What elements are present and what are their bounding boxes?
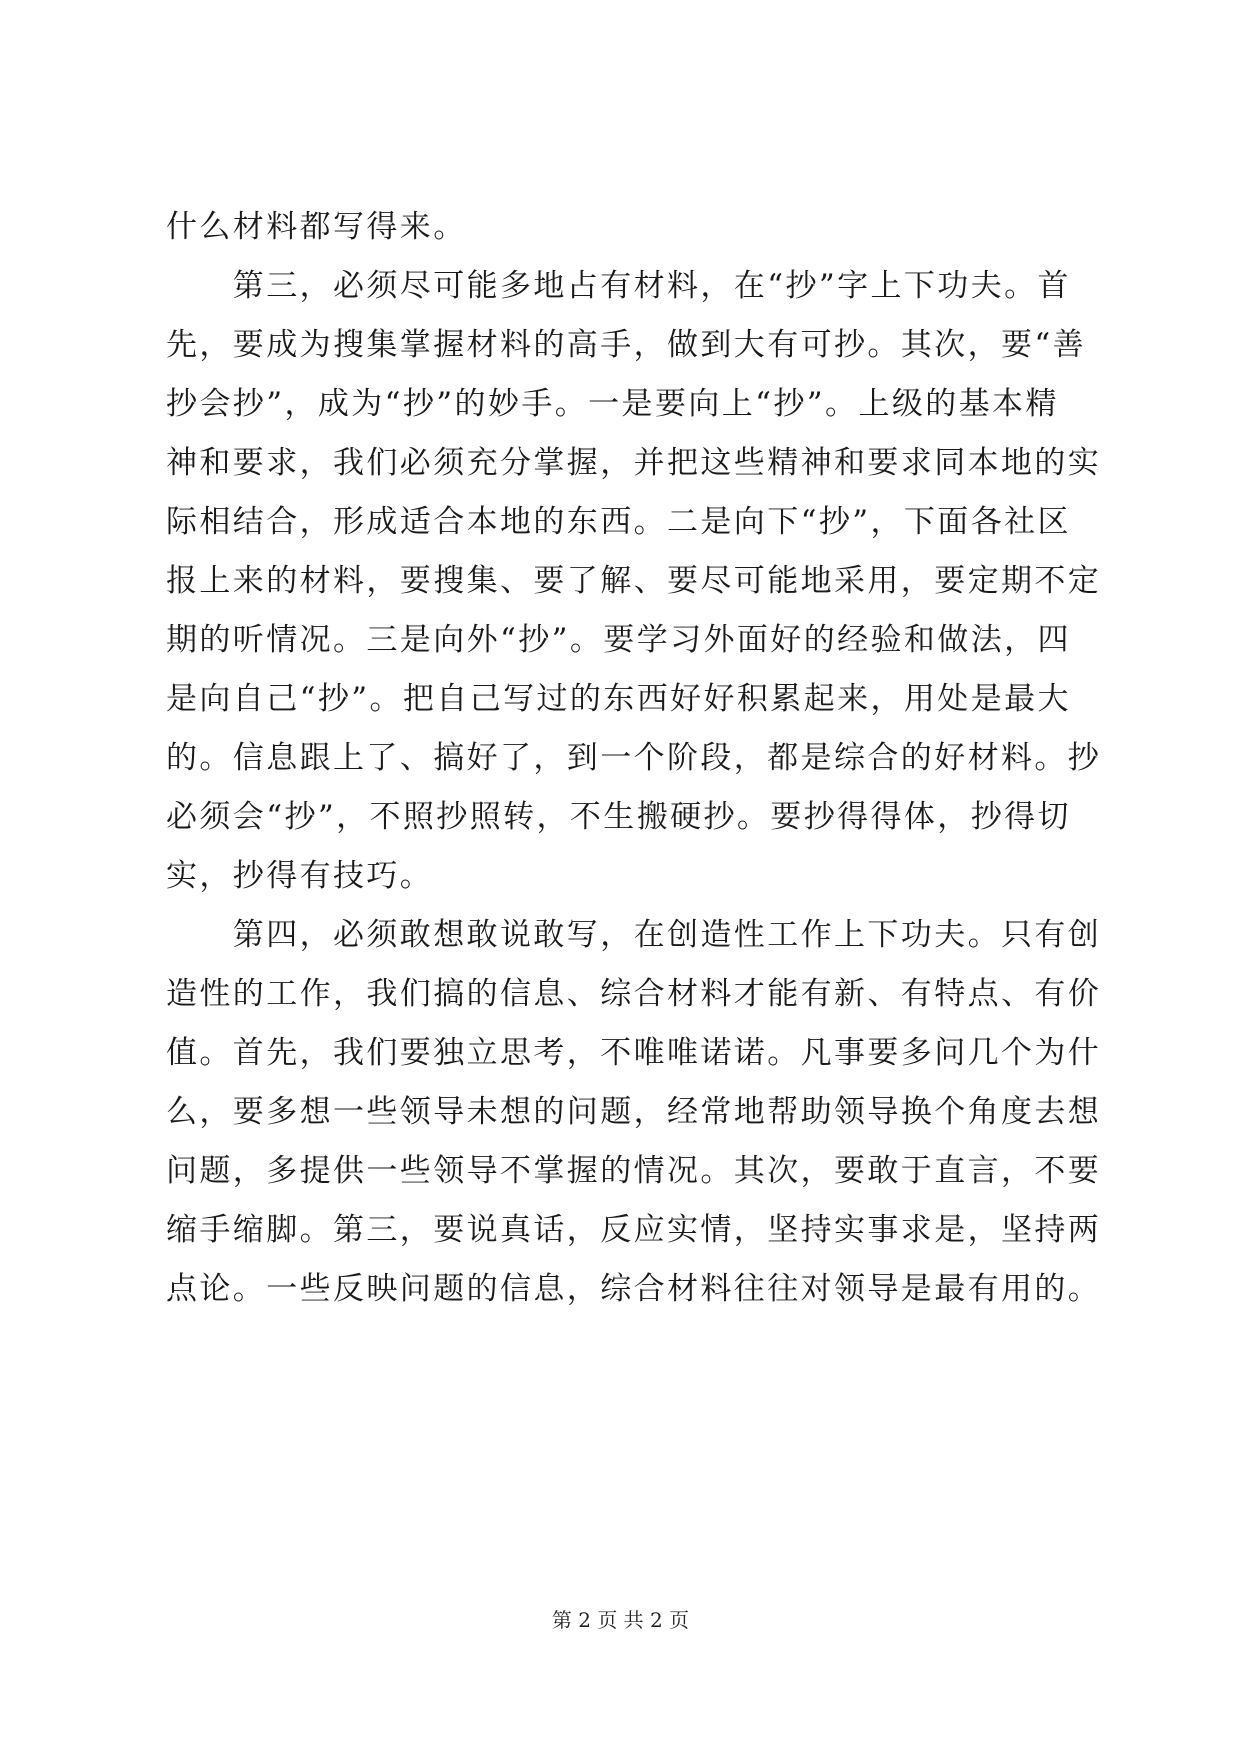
page-footer xyxy=(0,1606,1241,1634)
text-line: 第四，必须敢想敢说敢写，在创造性工作上下功夫。只有创 xyxy=(166,917,1102,953)
text-line: 的。信息跟上了、搞好了，到一个阶段，都是综合的好材料。抄 xyxy=(166,740,1102,776)
text-line: 神和要求，我们必须充分掌握，并把这些精神和要求同本地的实 xyxy=(166,445,1102,481)
text-line: 么，要多想一些领导未想的问题，经常地帮助领导换个角度去想 xyxy=(166,1094,1102,1130)
text-line: 报上来的材料，要搜集、要了解、要尽可能地采用，要定期不定 xyxy=(166,563,1102,599)
text-line: 值。首先，我们要独立思考，不唯唯诺诺。凡事要多问几个为什 xyxy=(166,1035,1102,1071)
body-text xyxy=(166,198,1102,1319)
text-line: 第三，必须尽可能多地占有材料，在“抄”字上下功夫。首 xyxy=(166,268,1071,304)
text-line: 先，要成为搜集掌握材料的高手，做到大有可抄。其次，要“善 xyxy=(166,327,1087,363)
page-number-label: 第 2 页 共 2 页 xyxy=(551,1608,690,1632)
text-line: 点论。一些反映问题的信息，综合材料往往对领导是最有用的。 xyxy=(166,1271,1102,1307)
text-line: 际相结合，形成适合本地的东西。二是向下“抄”，下面各社区 xyxy=(166,504,1071,540)
text-line: 是向自己“抄”。把自己写过的东西好好积累起来，用处是最大 xyxy=(166,681,1071,717)
text-line: 期的听情况。三是向外“抄”。要学习外面好的经验和做法，四 xyxy=(166,622,1071,658)
text-line: 造性的工作，我们搞的信息、综合材料才能有新、有特点、有价 xyxy=(166,976,1102,1012)
text-line: 必须会“抄”，不照抄照转，不生搬硬抄。要抄得得体，抄得切 xyxy=(166,799,1071,835)
text-line: 什么材料都写得来。 xyxy=(166,209,467,245)
text-line: 缩手缩脚。第三，要说真话，反应实情，坚持实事求是，坚持两 xyxy=(166,1212,1102,1248)
text-line: 实，抄得有技巧。 xyxy=(166,858,434,894)
text-line: 抄会抄”，成为“抄”的妙手。一是要向上“抄”。上级的基本精 xyxy=(166,386,1059,422)
text-line: 问题，多提供一些领导不掌握的情况。其次，要敢于直言，不要 xyxy=(166,1153,1102,1189)
